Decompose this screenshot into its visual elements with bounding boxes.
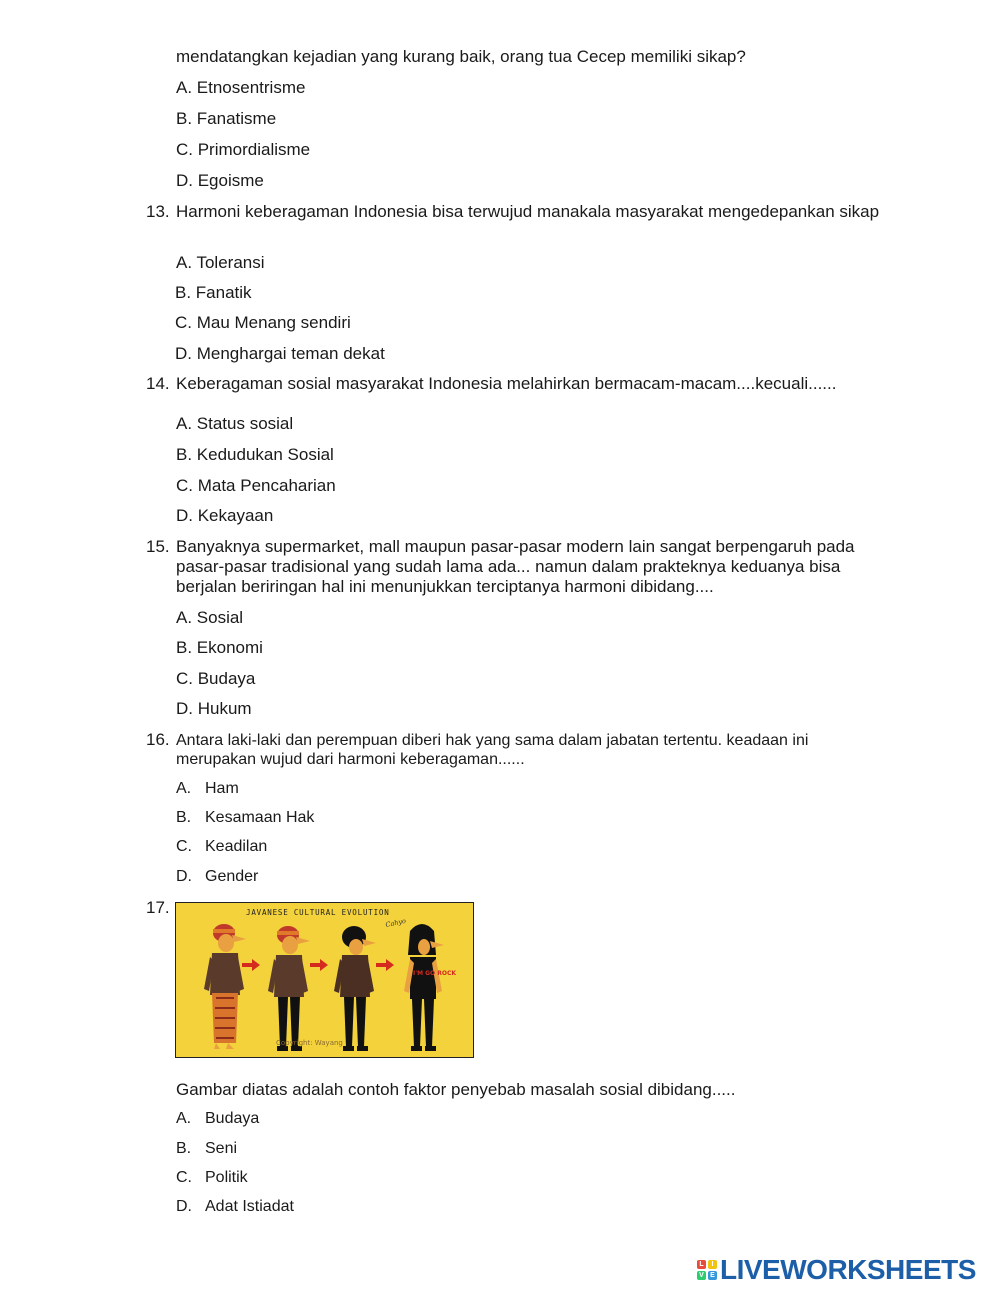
q17-option-b[interactable] [176, 1139, 237, 1159]
q12-text-continuation: mendatangkan kejadian yang kurang baik, orang tua Cecep memiliki sikap? [176, 47, 746, 66]
tshirt-text: I'M GO ROCK [413, 970, 457, 977]
option-letter: B. [176, 809, 192, 826]
arrow-2 [310, 959, 328, 971]
q16-option-c[interactable] [176, 837, 267, 857]
option-label: Ham [205, 780, 239, 797]
option-letter: D. [176, 1198, 192, 1215]
q15-question: Banyaknya supermarket, mall maupun pasar-pasar modern lain sangat berpengaruh pada pasar-pasar tradisional yang sudah lama ada... namun dalam prakteknya keduanya bisa berjalan beriringan hal ini menunjukkan terciptanya harmoni dibidang.... [176, 537, 855, 596]
q13-option-b[interactable]: B. Fanatik [175, 283, 252, 302]
q14-option-c[interactable]: C. Mata Pencaharian [176, 476, 336, 495]
logo-badge-icon: L I V E [697, 1260, 717, 1280]
option-letter: A. [176, 780, 192, 797]
option-letter: A. [176, 1110, 192, 1127]
q12-option-a[interactable]: A. Etnosentrisme [176, 78, 306, 97]
option-label: Gender [205, 868, 259, 885]
q17-option-d[interactable] [176, 1197, 294, 1217]
figure-modern [334, 926, 376, 1051]
illustration-signature: Cahyo [384, 916, 407, 929]
figure-rocker [404, 924, 456, 1051]
q13-option-c[interactable]: C. Mau Menang sendiri [175, 313, 351, 332]
q15-option-c[interactable]: C. Budaya [176, 669, 256, 688]
arrow-3 [376, 959, 394, 971]
q15-number: 15. [146, 537, 170, 556]
q13-option-a[interactable]: A. Toleransi [176, 253, 265, 272]
q16-option-d[interactable] [176, 867, 258, 887]
illustration-copyright: Copyright: Wayang [276, 1039, 343, 1047]
q15-option-d[interactable]: D. Hukum [176, 699, 252, 718]
q17-question: Gambar diatas adalah contoh faktor penyebab masalah sosial dibidang..... [176, 1080, 736, 1099]
cultural-evolution-illustration [175, 902, 474, 1058]
q12-option-c[interactable]: C. Primordialisme [176, 140, 311, 159]
q12-option-b[interactable]: B. Fanatisme [176, 109, 277, 128]
figure-transition [268, 926, 310, 1051]
option-label: Keadilan [205, 838, 268, 855]
option-letter: C. [176, 838, 192, 855]
q16-question: Antara laki-laki dan perempuan diberi hak yang sama dalam jabatan tertentu. keadaan ini merupakan wujud dari harmoni keberagaman...... [176, 732, 809, 768]
option-letter: C. [176, 1169, 192, 1186]
option-label: Seni [205, 1140, 238, 1157]
arrow-1 [242, 959, 260, 971]
option-label: Kesamaan Hak [205, 809, 315, 826]
q16-option-a[interactable] [176, 779, 239, 799]
q16-number: 16. [146, 730, 170, 749]
option-label: Budaya [205, 1110, 260, 1127]
q14-option-a[interactable]: A. Status sosial [176, 414, 294, 433]
q17-number: 17. [146, 898, 170, 917]
option-letter: D. [176, 868, 192, 885]
q14-question: Keberagaman sosial masyarakat Indonesia melahirkan bermacam-macam....kecuali...... [176, 374, 837, 393]
illustration-title: JAVANESE CULTURAL EVOLUTION [246, 908, 390, 917]
q17-option-a[interactable] [176, 1109, 259, 1129]
q14-option-b[interactable]: B. Kedudukan Sosial [176, 445, 334, 464]
q13-option-d[interactable]: D. Menghargai teman dekat [175, 344, 385, 363]
figure-traditional [204, 924, 246, 1049]
q14-number: 14. [146, 374, 170, 393]
q14-option-d[interactable]: D. Kekayaan [176, 506, 274, 525]
q13-number: 13. [146, 202, 170, 221]
q15-option-a[interactable]: A. Sosial [176, 608, 244, 627]
q16-option-b[interactable] [176, 808, 314, 828]
option-label: Politik [205, 1169, 248, 1186]
q13-question: Harmoni keberagaman Indonesia bisa terwujud manakala masyarakat mengedepankan sikap [176, 202, 880, 221]
liveworksheets-logo[interactable] [697, 1255, 976, 1285]
option-label: Adat Istiadat [205, 1198, 294, 1215]
logo-text: LIVEWORKSHEETS [720, 1254, 976, 1285]
q17-option-c[interactable] [176, 1168, 248, 1188]
q12-option-d[interactable]: D. Egoisme [176, 171, 264, 190]
q15-option-b[interactable]: B. Ekonomi [176, 638, 263, 657]
option-letter: B. [176, 1140, 192, 1157]
